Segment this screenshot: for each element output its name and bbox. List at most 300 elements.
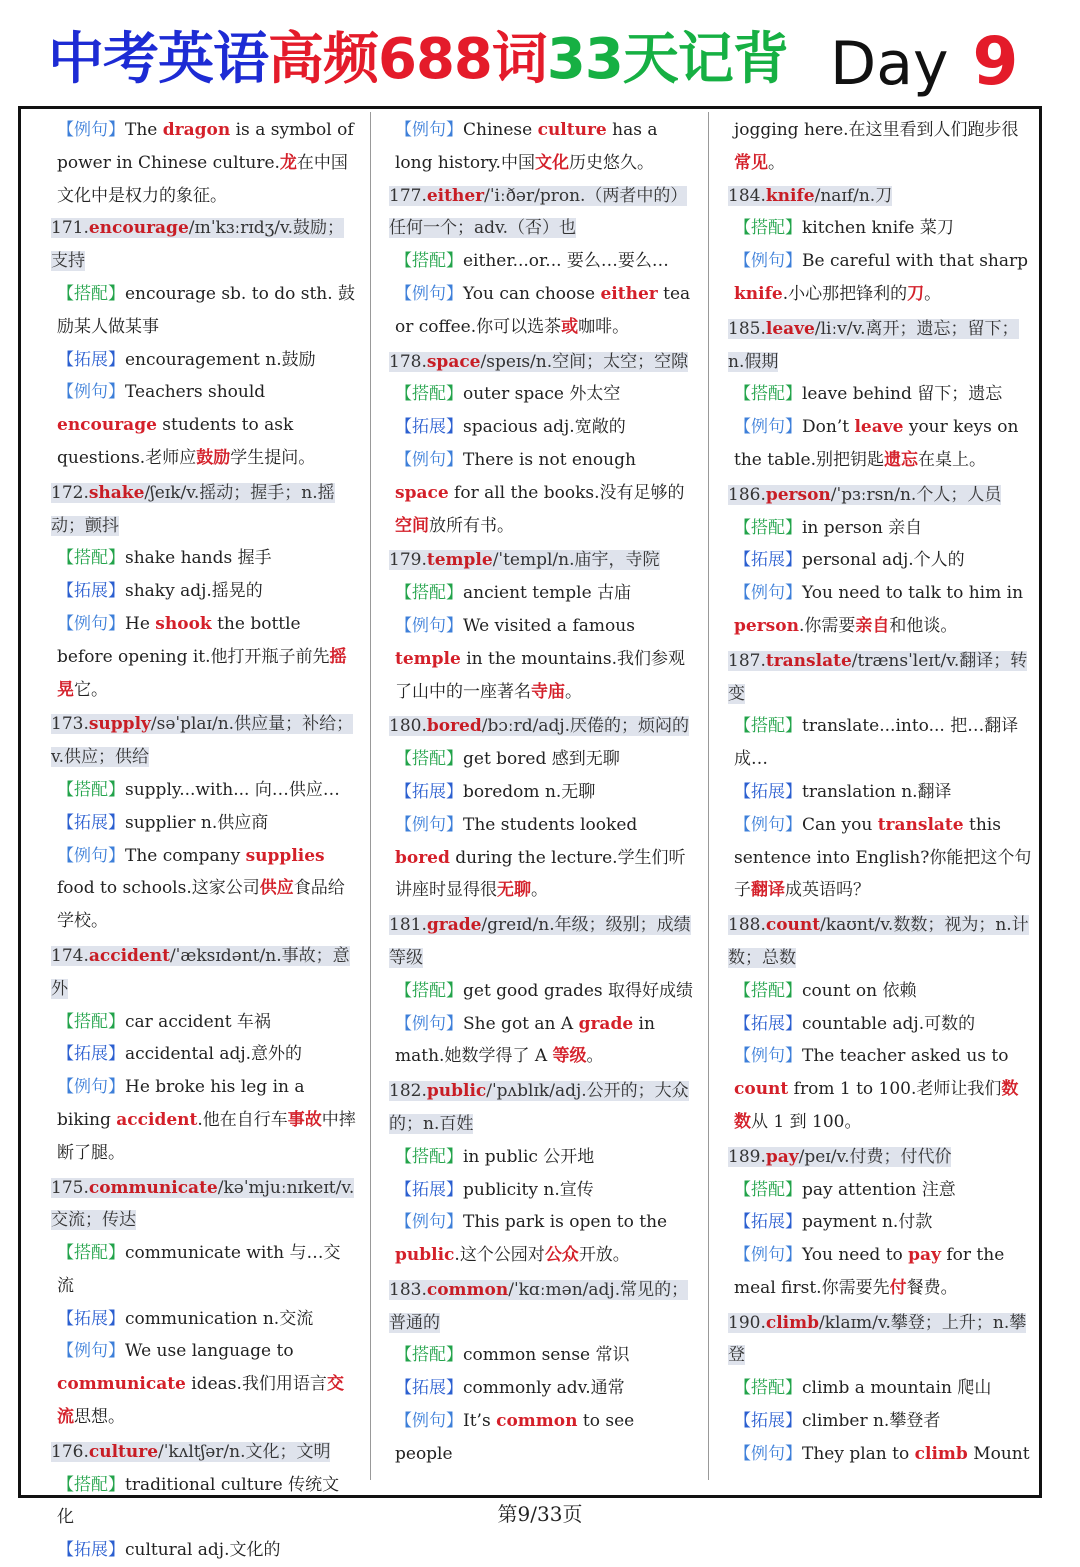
example-tag: 【例句】 bbox=[395, 1212, 463, 1233]
example-keyword: space bbox=[395, 482, 449, 503]
example-text: It’s bbox=[463, 1411, 497, 1432]
extension-tag: 【拓展】 bbox=[57, 812, 125, 833]
entry-number: 187. bbox=[728, 650, 766, 671]
entry-heading bbox=[389, 909, 694, 975]
example-text: has a long history. bbox=[395, 120, 658, 173]
example-translation: 学生提问。 bbox=[230, 447, 316, 468]
example-translation: 中国 bbox=[500, 152, 535, 173]
entry-heading bbox=[728, 313, 1033, 379]
extension-tag: 【拓展】 bbox=[57, 1044, 125, 1065]
example-translation: 在这里看到人们跑步很 bbox=[848, 120, 1019, 140]
example-translation: 小心那把锋利的 bbox=[788, 283, 908, 304]
example-text: She got an A bbox=[463, 1013, 579, 1034]
example-translation: 我们用语言 bbox=[241, 1374, 327, 1395]
example-translation-keyword: 供应 bbox=[259, 878, 294, 899]
example-translation-keyword: 刀 bbox=[907, 283, 925, 304]
example-text: The students looked bbox=[463, 814, 638, 835]
entry-heading-highlight bbox=[728, 186, 892, 206]
definition: /ˈpʌblɪk/adj.公开的；大众的；n.百姓 bbox=[389, 1081, 689, 1134]
example-translation: 在中国文化中是权力的象征。 bbox=[57, 152, 348, 206]
extension-tag: 【拓展】 bbox=[734, 550, 802, 571]
definition: /kaʊnt/v.数数；视为；n.计数；总数 bbox=[728, 915, 1029, 968]
page-number: 第9/33页 bbox=[497, 1502, 583, 1526]
word-entry bbox=[389, 544, 694, 708]
entry-heading-highlight bbox=[728, 1147, 951, 1167]
example-keyword: knife bbox=[734, 283, 783, 304]
example-line bbox=[728, 411, 1033, 477]
extension-line bbox=[728, 1206, 1033, 1239]
example-translation: 他在自行车 bbox=[202, 1109, 288, 1130]
entry-heading bbox=[51, 1436, 356, 1469]
collocation-text: get bored 感到无聊 bbox=[463, 749, 620, 770]
collocation-text: traditional culture 传统文化 bbox=[57, 1474, 340, 1528]
entry-heading-highlight bbox=[389, 915, 691, 968]
example-text: The bbox=[125, 120, 163, 140]
collocation-text: common sense 常识 bbox=[463, 1345, 630, 1366]
entry-number: 172. bbox=[51, 482, 89, 503]
example-text: in the mountains. bbox=[460, 648, 617, 669]
entry-heading-highlight bbox=[389, 1081, 689, 1134]
extension-text: supplier n.供应商 bbox=[125, 812, 269, 833]
headword: public bbox=[426, 1081, 487, 1102]
example-translation-keyword: 遗忘 bbox=[884, 449, 918, 470]
example-translation: 。 bbox=[768, 152, 785, 173]
example-translation: 。 bbox=[531, 880, 548, 901]
definition: /kəˈmjuːnɪkeɪt/v.交流；传达 bbox=[51, 1177, 355, 1231]
entry-number: 178. bbox=[389, 351, 427, 372]
example-translation: 和他谈。 bbox=[889, 615, 958, 636]
example-translation: 老师应 bbox=[145, 447, 197, 468]
extension-tag: 【拓展】 bbox=[395, 1378, 463, 1399]
example-keyword: shook bbox=[155, 613, 212, 634]
title-part-1: 中考英语 bbox=[48, 27, 268, 92]
example-text: Teachers should bbox=[125, 382, 266, 403]
example-line bbox=[728, 1040, 1033, 1138]
headword: translate bbox=[765, 650, 852, 671]
word-entry bbox=[728, 313, 1033, 477]
entry-heading-highlight bbox=[51, 1178, 354, 1231]
example-keyword: communicate bbox=[57, 1374, 186, 1395]
example-tag: 【例句】 bbox=[57, 1077, 125, 1098]
example-tag: 【例句】 bbox=[734, 814, 802, 835]
example-line bbox=[389, 1008, 694, 1074]
entry-heading bbox=[51, 940, 356, 1006]
example-translation: 放所有书。 bbox=[429, 515, 514, 536]
extension-line bbox=[389, 411, 694, 444]
collocation-tag: 【搭配】 bbox=[57, 1474, 125, 1495]
collocation-tag: 【搭配】 bbox=[734, 218, 802, 239]
extension-tag: 【拓展】 bbox=[734, 1212, 802, 1233]
word-entry bbox=[51, 940, 356, 1170]
entry-heading-highlight bbox=[51, 483, 335, 536]
collocation-line bbox=[389, 577, 694, 610]
entry-heading bbox=[728, 1141, 1033, 1174]
collocation-tag: 【搭配】 bbox=[395, 749, 463, 770]
entry-heading bbox=[728, 479, 1033, 512]
example-text: The company bbox=[125, 845, 246, 866]
collocation-tag: 【搭配】 bbox=[395, 1345, 463, 1366]
collocation-text: climb a mountain 爬山 bbox=[802, 1378, 992, 1399]
example-translation-keyword: 或 bbox=[561, 316, 579, 337]
entry-number: 173. bbox=[51, 714, 89, 735]
word-entry bbox=[51, 708, 356, 938]
definition: /greɪd/n.年级；级别；成绩等级 bbox=[389, 915, 691, 968]
headword: communicate bbox=[88, 1177, 218, 1198]
extension-tag: 【拓展】 bbox=[734, 1411, 802, 1432]
extension-tag: 【拓展】 bbox=[57, 1308, 125, 1329]
word-entry bbox=[728, 1307, 1033, 1471]
extension-line bbox=[728, 544, 1033, 577]
example-text: to see people bbox=[395, 1411, 635, 1464]
entry-heading bbox=[51, 212, 356, 278]
entry-heading-highlight bbox=[728, 915, 1029, 968]
example-text: . bbox=[798, 615, 805, 636]
entry-heading bbox=[728, 180, 1033, 213]
example-text: We use language to bbox=[125, 1341, 294, 1362]
example-text: Chinese bbox=[463, 120, 538, 140]
definition: /ˈkɑːmən/adj.常见的；普通的 bbox=[389, 1279, 689, 1333]
collocation-line bbox=[389, 1339, 694, 1372]
example-keyword: grade bbox=[578, 1013, 634, 1034]
collocation-line bbox=[389, 743, 694, 776]
definition: /klaɪm/v.攀登；上升；n.攀登 bbox=[728, 1312, 1027, 1366]
extension-tag: 【拓展】 bbox=[734, 1013, 802, 1034]
collocation-tag: 【搭配】 bbox=[734, 1179, 802, 1200]
word-entry bbox=[389, 909, 694, 1073]
day-label bbox=[830, 20, 1018, 106]
example-tag: 【例句】 bbox=[57, 613, 125, 634]
day-number: 9 bbox=[972, 23, 1019, 100]
example-tag: 【例句】 bbox=[395, 615, 463, 636]
extension-line bbox=[728, 776, 1033, 809]
collocation-text: count on 依赖 bbox=[802, 980, 917, 1001]
example-translation: 她数学得了 A bbox=[444, 1046, 553, 1067]
definition: /ˈtempl/n.庙宇，寺院 bbox=[492, 550, 660, 571]
entry-heading bbox=[389, 1075, 694, 1141]
entry-heading-highlight bbox=[389, 550, 660, 570]
word-entry bbox=[728, 645, 1033, 907]
collocation-tag: 【搭配】 bbox=[395, 384, 463, 405]
entry-number: 174. bbox=[51, 945, 89, 966]
collocation-line bbox=[728, 1174, 1033, 1207]
entry-heading-highlight bbox=[389, 352, 688, 372]
entry-number: 188. bbox=[728, 915, 766, 936]
example-keyword: translate bbox=[877, 814, 964, 835]
definition: /bɔːrd/adj.厌倦的；烦闷的 bbox=[481, 716, 690, 737]
entry-heading-highlight bbox=[389, 716, 689, 736]
collocation-tag: 【搭配】 bbox=[734, 1378, 802, 1399]
example-translation: 思想。 bbox=[74, 1407, 125, 1428]
word-entry bbox=[389, 1075, 694, 1272]
word-entry bbox=[728, 479, 1033, 643]
collocation-text: ancient temple 古庙 bbox=[463, 583, 632, 604]
definition: /ˈkʌltʃər/n.文化；文明 bbox=[158, 1441, 331, 1462]
example-text: He broke his leg in a biking bbox=[57, 1077, 305, 1130]
example-line bbox=[389, 1405, 694, 1471]
extension-text: accidental adj.意外的 bbox=[125, 1044, 303, 1065]
example-translation: 。 bbox=[586, 1046, 604, 1067]
example-keyword: climb bbox=[914, 1443, 968, 1464]
example-keyword: dragon bbox=[162, 120, 231, 140]
extension-text: publicity n.宣传 bbox=[463, 1179, 594, 1200]
example-translation-keyword: 事故 bbox=[287, 1109, 322, 1130]
extension-text: climber n.攀登者 bbox=[802, 1411, 941, 1432]
example-translation: 中摔断了腿。 bbox=[57, 1109, 356, 1163]
headword: grade bbox=[426, 915, 482, 936]
definition: /ɪnˈkɜːrɪdʒ/v.鼓励；支持 bbox=[51, 218, 344, 272]
definition: /ˈpɜːrsn/n.个人；人员 bbox=[830, 484, 1002, 505]
example-tag: 【例句】 bbox=[395, 1013, 463, 1034]
collocation-line bbox=[51, 1237, 356, 1303]
example-line bbox=[389, 610, 694, 708]
extension-tag: 【拓展】 bbox=[395, 1179, 463, 1200]
example-keyword: accident bbox=[116, 1109, 198, 1130]
example-keyword: encourage bbox=[57, 415, 157, 436]
example-keyword: person bbox=[734, 615, 799, 636]
extension-line bbox=[51, 1038, 356, 1071]
collocation-tag: 【搭配】 bbox=[395, 251, 463, 272]
entry-heading-highlight bbox=[51, 1442, 330, 1462]
extension-text: encouragement n.鼓励 bbox=[125, 349, 316, 370]
example-keyword: culture bbox=[537, 120, 607, 140]
collocation-text: translate...into... 把…翻译成… bbox=[734, 716, 1019, 770]
entry-number: 179. bbox=[389, 550, 427, 571]
example-tag: 【例句】 bbox=[395, 1411, 463, 1432]
example-translation: 你可以选茶 bbox=[476, 316, 562, 337]
example-translation-keyword: 等级 bbox=[552, 1046, 587, 1067]
continued-example bbox=[51, 114, 356, 212]
word-entry bbox=[728, 1141, 1033, 1305]
example-translation-keyword: 摇晃 bbox=[57, 646, 347, 700]
extension-line bbox=[389, 1372, 694, 1405]
extension-text: commonly adv.通常 bbox=[463, 1378, 625, 1399]
collocation-tag: 【搭配】 bbox=[57, 779, 125, 800]
collocation-tag: 【搭配】 bbox=[395, 1146, 463, 1167]
entry-heading-highlight bbox=[51, 218, 344, 271]
example-line bbox=[51, 1071, 356, 1169]
example-translation: 你能把这个句子 bbox=[734, 847, 1032, 901]
extension-line bbox=[51, 575, 356, 608]
collocation-text: get good grades 取得好成绩 bbox=[463, 980, 694, 1001]
headword: either bbox=[426, 185, 485, 206]
example-translation-keyword: 空间 bbox=[395, 515, 429, 536]
extension-line bbox=[51, 1534, 356, 1567]
example-translation: 咖啡。 bbox=[578, 316, 630, 337]
example-tag: 【例句】 bbox=[734, 417, 802, 438]
headword: climb bbox=[765, 1312, 820, 1333]
example-text: Mount bbox=[967, 1443, 1030, 1464]
example-translation-keyword: 数数 bbox=[734, 1079, 1019, 1132]
example-translation-keyword: 寺庙 bbox=[531, 681, 565, 702]
example-text: . bbox=[782, 283, 789, 304]
extension-line bbox=[51, 807, 356, 840]
collocation-text: supply...with... 向…供应… bbox=[125, 779, 340, 800]
example-tag: 【例句】 bbox=[734, 1443, 802, 1464]
extension-line bbox=[728, 1405, 1033, 1438]
example-line bbox=[389, 1206, 694, 1272]
extension-tag: 【拓展】 bbox=[395, 781, 463, 802]
headword: leave bbox=[765, 318, 815, 339]
word-entry bbox=[51, 212, 356, 474]
example-line bbox=[728, 577, 1033, 643]
collocation-line bbox=[728, 212, 1033, 245]
extension-text: boredom n.无聊 bbox=[463, 781, 596, 802]
example-text: The teacher asked us to bbox=[802, 1046, 1009, 1067]
example-line bbox=[389, 444, 694, 542]
entry-number: 176. bbox=[51, 1441, 89, 1462]
word-entry bbox=[389, 710, 694, 907]
example-line bbox=[728, 1239, 1033, 1305]
example-tag: 【例句】 bbox=[734, 1046, 802, 1067]
title-part-2: 高频688词 bbox=[268, 27, 547, 92]
collocation-line bbox=[51, 1006, 356, 1039]
collocation-line bbox=[728, 1372, 1033, 1405]
example-text: We visited a famous bbox=[463, 615, 635, 636]
example-translation: 成英语吗？ bbox=[785, 880, 870, 901]
example-line bbox=[389, 278, 694, 344]
example-translation: 这家公司 bbox=[191, 878, 260, 899]
headword: bored bbox=[426, 716, 482, 737]
collocation-text: in public 公开地 bbox=[463, 1146, 595, 1167]
example-keyword: temple bbox=[395, 648, 461, 669]
entry-heading bbox=[51, 1172, 356, 1238]
example-text: for all the books. bbox=[448, 482, 600, 503]
collocation-text: encourage sb. to do sth. 鼓励某人做某事 bbox=[57, 283, 356, 337]
example-text: this sentence into English? bbox=[734, 814, 1001, 868]
entry-heading-highlight bbox=[728, 651, 1027, 704]
headword: space bbox=[426, 351, 481, 372]
example-tag: 【例句】 bbox=[734, 251, 802, 272]
example-text: You need to bbox=[802, 1245, 909, 1266]
page-title bbox=[48, 18, 788, 102]
example-keyword: public bbox=[395, 1245, 455, 1266]
collocation-text: communicate with 与…交流 bbox=[57, 1243, 341, 1296]
example-translation: 学生们听讲座时显得很 bbox=[395, 847, 686, 901]
collocation-text: car accident 车祸 bbox=[125, 1011, 271, 1032]
definition: /trænsˈleɪt/v.翻译；转变 bbox=[728, 650, 1028, 704]
example-text: Don’t bbox=[802, 417, 855, 438]
example-translation: 从 1 到 100。 bbox=[751, 1111, 862, 1132]
collocation-tag: 【搭配】 bbox=[57, 1243, 125, 1264]
entry-number: 184. bbox=[728, 185, 766, 206]
example-tag: 【例句】 bbox=[395, 283, 463, 304]
entry-number: 183. bbox=[389, 1279, 427, 1300]
entry-number: 190. bbox=[728, 1312, 766, 1333]
example-translation-keyword: 公众 bbox=[544, 1245, 579, 1266]
headword: common bbox=[426, 1279, 509, 1300]
extension-tag: 【拓展】 bbox=[734, 781, 802, 802]
extension-text: spacious adj.宽敞的 bbox=[463, 417, 626, 438]
collocation-tag: 【搭配】 bbox=[57, 548, 125, 569]
extension-text: translation n.翻译 bbox=[802, 781, 952, 802]
example-text: jogging here. bbox=[734, 120, 849, 140]
example-translation: 我们参观了山中的一座著名 bbox=[395, 648, 685, 702]
example-line bbox=[728, 1438, 1033, 1471]
example-text: your keys on the table. bbox=[734, 417, 1019, 470]
entry-heading bbox=[728, 909, 1033, 975]
collocation-text: kitchen knife 菜刀 bbox=[802, 218, 954, 239]
example-line bbox=[728, 809, 1033, 907]
definition: /peɪ/v.付费；付代价 bbox=[798, 1146, 952, 1167]
collocation-line bbox=[728, 975, 1033, 1008]
example-translation-keyword: 亲自 bbox=[855, 615, 890, 636]
header bbox=[0, 14, 1080, 106]
word-entry bbox=[389, 346, 694, 543]
example-keyword: supplies bbox=[245, 845, 325, 866]
example-tag: 【例句】 bbox=[734, 583, 802, 604]
example-tag: 【例句】 bbox=[57, 845, 125, 866]
entry-heading bbox=[389, 544, 694, 577]
definition: /naɪf/n.刀 bbox=[814, 185, 893, 206]
example-translation: 这个公园对 bbox=[459, 1245, 545, 1266]
example-text: students to ask questions. bbox=[57, 415, 294, 468]
example-text: He bbox=[125, 613, 156, 634]
definition: /ʃeɪk/v.摇动；握手；n.摇动；颤抖 bbox=[51, 482, 335, 536]
definition: /liːv/v.离开；遗忘；留下；n.假期 bbox=[728, 318, 1019, 372]
example-translation-keyword: 交流 bbox=[57, 1374, 344, 1428]
entry-heading-highlight bbox=[728, 485, 1001, 505]
word-entry bbox=[51, 1172, 356, 1434]
example-keyword: count bbox=[734, 1079, 789, 1100]
example-tag: 【例句】 bbox=[395, 120, 463, 140]
collocation-line bbox=[728, 512, 1033, 545]
example-translation: 历史悠久。 bbox=[568, 152, 654, 173]
entry-number: 175. bbox=[51, 1177, 89, 1198]
collocation-text: either...or... 要么…要么… bbox=[463, 251, 669, 272]
example-text: food to schools. bbox=[57, 878, 192, 899]
definition: /ˈiːðər/pron.（两者中的）任何一个；adv.（否）也 bbox=[389, 185, 688, 239]
example-tag: 【例句】 bbox=[57, 382, 125, 403]
extension-text: countable adj.可数的 bbox=[802, 1013, 976, 1034]
example-keyword: pay bbox=[908, 1245, 941, 1266]
collocation-tag: 【搭配】 bbox=[395, 980, 463, 1001]
title-part-3: 33天记背 bbox=[546, 27, 788, 92]
entry-heading bbox=[728, 1307, 1033, 1373]
example-keyword: leave bbox=[854, 417, 904, 438]
example-text: is a symbol of power in Chinese culture. bbox=[57, 120, 354, 173]
extension-tag: 【拓展】 bbox=[57, 1540, 125, 1561]
headword: supply bbox=[88, 714, 151, 735]
entry-number: 171. bbox=[51, 218, 89, 239]
entry-number: 177. bbox=[389, 185, 427, 206]
entry-heading bbox=[389, 710, 694, 743]
definition: /səˈplaɪ/n.供应量；补给；v.供应；供给 bbox=[51, 714, 354, 768]
entry-heading bbox=[389, 346, 694, 379]
collocation-text: leave behind 留下；遗忘 bbox=[802, 384, 1003, 405]
word-entry bbox=[389, 180, 694, 344]
column-divider bbox=[708, 112, 709, 1480]
entry-heading-highlight bbox=[51, 714, 353, 767]
collocation-text: outer space 外太空 bbox=[463, 384, 621, 405]
word-entry bbox=[389, 1274, 694, 1471]
entry-number: 189. bbox=[728, 1146, 766, 1167]
entry-heading bbox=[389, 180, 694, 246]
extension-line bbox=[51, 344, 356, 377]
column-2 bbox=[389, 114, 694, 1484]
example-line bbox=[728, 245, 1033, 311]
definition: /speɪs/n.空间；太空；空隙 bbox=[480, 351, 689, 372]
column-1 bbox=[51, 114, 356, 1561]
entry-heading-highlight bbox=[728, 319, 1019, 372]
entry-number: 186. bbox=[728, 484, 766, 505]
example-keyword: common bbox=[496, 1411, 578, 1432]
collocation-text: pay attention 注意 bbox=[802, 1179, 956, 1200]
entry-heading-highlight bbox=[51, 946, 350, 999]
extension-text: payment n.付款 bbox=[802, 1212, 933, 1233]
example-tag: 【例句】 bbox=[57, 120, 125, 140]
continued-example bbox=[389, 114, 694, 180]
collocation-text: shake hands 握手 bbox=[125, 548, 272, 569]
